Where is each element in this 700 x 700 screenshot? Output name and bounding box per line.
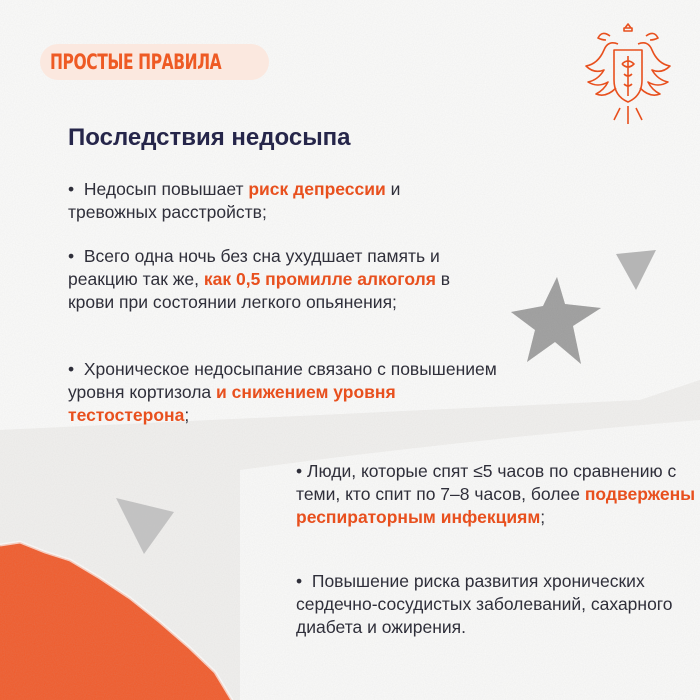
fact-item: • Всего одна ночь без сна ухудшает память и реакцию так же, как 0,5 промилле алкоголя в крови при состоянии легкого опьянения; <box>68 246 451 312</box>
triangle-decoration <box>612 246 660 294</box>
section-badge <box>40 44 269 80</box>
fact-item: • Люди, которые спят ≤5 часов по сравнению с теми, кто спит по 7–8 часов, более подвержены респираторным инфекциям; <box>296 461 696 527</box>
fact-item: • Повышение риска развития хронических сердечно-сосудистых заболеваний, сахарного диабета и ожирения. <box>296 571 673 637</box>
fact-item: • Хроническое недосыпание связано с повышением уровня кортизола и снижением уровня тестостерона; <box>68 359 497 425</box>
star-decoration <box>505 272 615 372</box>
triangle-decoration <box>110 490 180 560</box>
fact-item: • Недосып повышает риск депрессии и тревожных расстройств; <box>68 179 401 222</box>
double-headed-eagle-emblem-icon <box>580 14 676 132</box>
page-title: Последствия недосыпа <box>68 124 351 151</box>
badge-label: ПРОСТЫЕ ПРАВИЛА <box>50 50 222 74</box>
